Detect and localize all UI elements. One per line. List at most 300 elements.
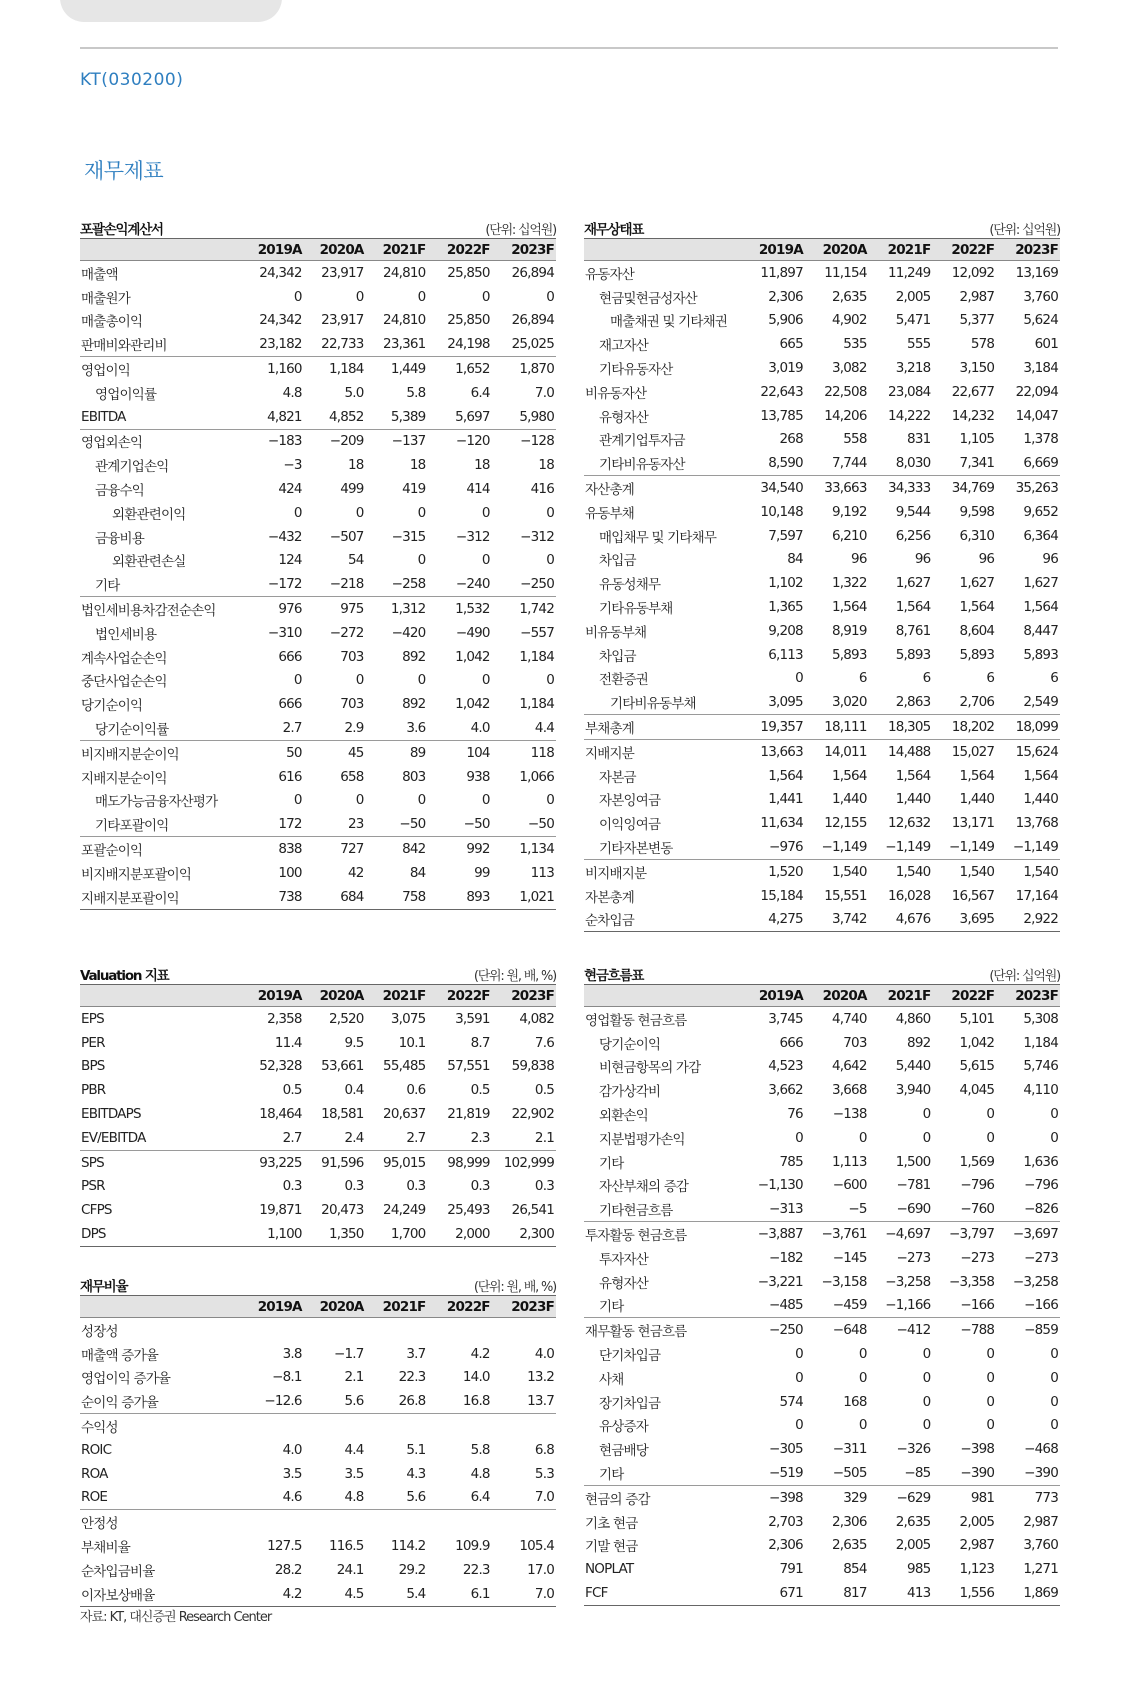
row-label: 기타유동부채 [599, 601, 673, 618]
value-cell: −1,149 [821, 839, 867, 856]
value-cell: −138 [832, 1106, 867, 1123]
value-cell: −166 [1024, 1297, 1058, 1314]
row-label: 비지배지분순이익 [80, 740, 242, 764]
value-cell: 5,624 [1023, 312, 1058, 329]
value-cell: 5,893 [1023, 646, 1058, 663]
row-label: 기타 [599, 1155, 624, 1172]
value-cell: 0 [858, 1346, 867, 1363]
value-cell: 3,760 [1023, 1537, 1058, 1554]
row-label: 계속사업순손익 [81, 650, 167, 667]
value-cell: −3 [283, 457, 302, 474]
value-cell: −3,797 [932, 1222, 996, 1246]
value-cell: −250 [741, 1318, 805, 1342]
value-cell: 5,746 [1023, 1058, 1058, 1075]
value-cell: 6,364 [1023, 527, 1058, 544]
value-cell: 3.7 [406, 1345, 426, 1362]
value-cell: 33,663 [805, 476, 869, 500]
value-cell: 3.8 [282, 1345, 302, 1362]
row-label: 영업이익 증가율 [81, 1371, 171, 1388]
row-label: 매출액 증가율 [81, 1347, 158, 1364]
value-cell: 1,449 [366, 357, 428, 381]
value-cell: 42 [348, 864, 364, 881]
value-cell: 52,328 [259, 1058, 302, 1075]
value-cell: 1,441 [768, 791, 803, 808]
value-cell: 6,210 [831, 527, 867, 544]
value-cell: 1,564 [959, 599, 995, 616]
value-cell: 5.6 [406, 1489, 426, 1506]
value-cell: 18 [348, 457, 364, 474]
year-header: 2019A [741, 985, 805, 1007]
row-label: 자산총계 [584, 476, 741, 500]
value-cell: 9,544 [895, 503, 931, 520]
value-cell: −398 [960, 1441, 995, 1458]
value-cell: 0 [481, 504, 490, 521]
row-label: 사채 [599, 1371, 624, 1388]
value-cell: −310 [267, 624, 302, 641]
row-label: 이익잉여금 [599, 817, 661, 834]
value-cell: 684 [304, 885, 366, 909]
value-cell: 11,634 [760, 815, 803, 832]
row-label: 영업외손익 [80, 429, 242, 453]
value-cell [304, 1414, 366, 1438]
value-cell: 22,733 [321, 336, 364, 353]
row-label: 지배지분순이익 [81, 770, 167, 787]
value-cell: 26,541 [511, 1202, 554, 1219]
value-cell: 13,169 [1015, 264, 1058, 281]
value-cell: −3,158 [821, 1273, 867, 1290]
value-cell: 15,027 [932, 739, 996, 763]
value-cell: −85 [904, 1465, 931, 1482]
year-header: 2021F [366, 1296, 428, 1318]
table-row [80, 405, 556, 429]
value-cell [304, 1318, 366, 1342]
value-cell: −1,130 [757, 1177, 803, 1194]
value-cell: 727 [304, 837, 366, 861]
value-cell: −50 [399, 816, 426, 833]
value-cell: 2,635 [895, 1513, 931, 1530]
value-cell: 0 [417, 672, 426, 689]
value-cell: 4,676 [869, 908, 933, 932]
value-cell: 985 [907, 1561, 931, 1578]
table-row [584, 788, 1060, 812]
value-cell: 2,635 [831, 1537, 867, 1554]
row-label: 비지배지분 [584, 859, 741, 883]
valuation-panel [80, 962, 556, 1247]
value-cell: 2,005 [895, 1537, 931, 1554]
value-cell: 6.4 [470, 1489, 490, 1506]
value-cell: 1,042 [959, 1034, 995, 1051]
value-cell: 13.7 [527, 1393, 554, 1410]
value-cell: 938 [466, 768, 490, 785]
year-header: 2019A [741, 239, 805, 261]
table-row [80, 861, 556, 885]
value-cell: 892 [402, 696, 426, 713]
value-cell: 4,860 [895, 1010, 931, 1027]
value-cell: 738 [242, 885, 304, 909]
value-cell: 0 [546, 672, 554, 689]
top-tab-decoration [60, 0, 282, 22]
table-row [584, 356, 1060, 380]
table-row [80, 1558, 556, 1582]
value-cell: 14,222 [887, 407, 931, 424]
value-cell: −273 [896, 1249, 931, 1266]
value-cell: 14,047 [1015, 407, 1058, 424]
value-cell: 574 [779, 1393, 803, 1410]
value-cell: 1,564 [1023, 767, 1058, 784]
table-row [584, 1534, 1060, 1558]
value-cell: 0.4 [344, 1082, 364, 1099]
value-cell: −859 [996, 1318, 1060, 1342]
table-row [584, 404, 1060, 428]
row-label: 외환손익 [599, 1108, 648, 1125]
value-cell: 5.6 [344, 1393, 364, 1410]
value-cell: 18,464 [259, 1106, 302, 1123]
value-cell: 3,218 [895, 360, 931, 377]
value-cell: 3,150 [959, 360, 995, 377]
value-cell: 5,893 [959, 646, 995, 663]
value-cell: 0 [858, 1369, 867, 1386]
value-cell: 658 [340, 768, 364, 785]
row-label: 기타 [599, 1467, 624, 1484]
table-row [584, 309, 1060, 333]
value-cell: 99 [474, 864, 490, 881]
value-cell: 2,306 [831, 1513, 867, 1530]
value-cell: 2,703 [768, 1513, 803, 1530]
row-label: 자본금 [599, 769, 636, 786]
balance-sheet-title: 재무상태표 [584, 222, 644, 238]
table-row [80, 885, 556, 909]
value-cell: 24,249 [383, 1202, 426, 1219]
value-cell: 817 [805, 1581, 869, 1605]
value-cell [366, 1510, 428, 1534]
value-cell: 4,821 [267, 408, 302, 425]
value-cell: 3,662 [768, 1082, 803, 1099]
row-label: 감가상각비 [599, 1084, 661, 1101]
value-cell: 6.1 [427, 1582, 491, 1606]
row-label: PBR [81, 1082, 106, 1099]
value-cell: 1,271 [1023, 1561, 1058, 1578]
value-cell: 57,551 [447, 1058, 490, 1075]
value-cell: 2.4 [344, 1129, 364, 1146]
value-cell: 1,378 [1023, 431, 1058, 448]
value-cell: −432 [267, 528, 302, 545]
value-cell: 14,232 [951, 407, 995, 424]
value-cell: 2,987 [959, 1537, 995, 1554]
value-cell: 0.3 [406, 1178, 426, 1195]
value-cell: 842 [366, 837, 428, 861]
value-cell: 419 [402, 481, 426, 498]
table-row [80, 1438, 556, 1462]
value-cell: 1,564 [895, 767, 931, 784]
table-row [80, 669, 556, 693]
value-cell: −50 [463, 816, 490, 833]
value-cell: 981 [932, 1485, 996, 1509]
value-cell: 0 [1050, 1393, 1058, 1410]
value-cell: 413 [869, 1581, 933, 1605]
value-cell: 499 [340, 481, 364, 498]
value-cell: 5,893 [831, 646, 867, 663]
row-label: 관계기업투자금 [599, 433, 685, 450]
value-cell: 1,564 [1023, 599, 1058, 616]
table-row [80, 525, 556, 549]
value-cell: 19,871 [259, 1202, 302, 1219]
value-cell: −796 [960, 1177, 995, 1194]
value-cell: 1,066 [519, 768, 554, 785]
value-cell: 0 [795, 1346, 803, 1363]
table-row [584, 1414, 1060, 1438]
value-cell: 13,768 [1015, 815, 1058, 832]
value-cell [366, 1318, 428, 1342]
row-label: 유형자산 [599, 409, 648, 426]
valuation-unit: (단위: 원, 배, %) [473, 969, 556, 984]
row-label: 매출액 [81, 266, 118, 283]
value-cell: 671 [741, 1581, 805, 1605]
table-row [80, 692, 556, 716]
value-cell: 24,198 [447, 336, 490, 353]
value-cell: 2.1 [534, 1129, 554, 1146]
value-cell: 4,523 [768, 1058, 803, 1075]
row-label: 기타현금흐름 [599, 1203, 673, 1220]
header-label-cell [80, 1296, 242, 1318]
cash-flow-title: 현금흐름표 [584, 968, 644, 984]
year-header: 2023F [492, 239, 556, 261]
table-row [584, 524, 1060, 548]
value-cell: 7.6 [534, 1034, 554, 1051]
row-label: 중단사업순손익 [81, 674, 167, 691]
row-label: EPS [81, 1010, 104, 1027]
value-cell: 0.6 [406, 1082, 426, 1099]
value-cell: 2,306 [768, 288, 803, 305]
value-cell: 15,184 [760, 887, 803, 904]
value-cell: 5.0 [344, 384, 364, 401]
value-cell: 25,493 [447, 1202, 490, 1219]
value-cell: −182 [768, 1249, 803, 1266]
row-label: 기타유동자산 [599, 362, 673, 379]
value-cell: 1,627 [959, 575, 995, 592]
value-cell: 0 [417, 288, 426, 305]
value-cell: −166 [960, 1297, 995, 1314]
value-cell: 114.2 [390, 1538, 426, 1555]
value-cell: −128 [492, 429, 556, 453]
table-row [80, 357, 556, 381]
row-label: 자본잉여금 [599, 793, 661, 810]
value-cell: 893 [427, 885, 491, 909]
value-cell: 1,312 [366, 597, 428, 621]
value-cell: 6,669 [1023, 455, 1058, 472]
table-row [80, 285, 556, 309]
table-row [584, 1078, 1060, 1102]
table-row [80, 549, 556, 573]
value-cell: 3,019 [768, 360, 803, 377]
value-cell: 4.8 [282, 384, 302, 401]
table-row [80, 1342, 556, 1366]
row-label: 당기순이익률 [95, 722, 169, 739]
value-cell: −490 [455, 624, 490, 641]
table-row [80, 1078, 556, 1102]
year-header: 2022F [932, 985, 996, 1007]
value-cell: 1,540 [869, 859, 933, 883]
value-cell: 0 [481, 672, 490, 689]
value-cell: −390 [960, 1465, 995, 1482]
row-label: 유동성채무 [599, 577, 661, 594]
value-cell: 5.3 [534, 1465, 554, 1482]
value-cell: 0 [1050, 1346, 1058, 1363]
value-cell: 838 [242, 837, 304, 861]
value-cell: 5,697 [455, 408, 490, 425]
table-row [80, 621, 556, 645]
value-cell [242, 1414, 304, 1438]
value-cell: 8,447 [1023, 622, 1058, 639]
value-cell: 578 [970, 336, 995, 353]
value-cell: 14,488 [869, 739, 933, 763]
value-cell: −485 [768, 1297, 803, 1314]
value-cell: 1,184 [304, 357, 366, 381]
value-cell: 7,341 [959, 455, 995, 472]
value-cell: −145 [832, 1249, 867, 1266]
value-cell: 3,082 [831, 360, 867, 377]
value-cell: 8,590 [768, 455, 803, 472]
row-label: 순차입금비율 [81, 1563, 155, 1580]
table-row [584, 884, 1060, 908]
value-cell: 1,021 [492, 885, 556, 909]
table-row [584, 1557, 1060, 1581]
value-cell: 4.2 [242, 1582, 304, 1606]
value-cell: 268 [779, 431, 803, 448]
header-label-cell [80, 239, 242, 261]
table-row [584, 1270, 1060, 1294]
value-cell: 1,105 [959, 431, 995, 448]
value-cell: −5 [848, 1201, 867, 1218]
value-cell: 55,485 [383, 1058, 426, 1075]
value-cell: 424 [278, 481, 302, 498]
value-cell: 54 [348, 552, 364, 569]
value-cell: 9,652 [1023, 503, 1058, 520]
value-cell: 535 [843, 336, 867, 353]
income-statement-panel [80, 216, 556, 910]
value-cell: 0 [355, 504, 364, 521]
table-row [584, 1246, 1060, 1270]
table-row [80, 597, 556, 621]
value-cell: 4,082 [519, 1010, 554, 1027]
table-row [584, 1342, 1060, 1366]
value-cell: −1,149 [949, 839, 995, 856]
value-cell: −3,221 [757, 1273, 803, 1290]
row-label: 당기순이익 [81, 698, 143, 715]
value-cell: 21,819 [447, 1106, 490, 1123]
value-cell: 616 [278, 768, 302, 785]
value-cell: 1,350 [304, 1222, 366, 1246]
value-cell: 2,000 [427, 1222, 491, 1246]
row-label: 기타비유동자산 [599, 457, 685, 474]
value-cell: 4.3 [406, 1465, 426, 1482]
value-cell: 0 [795, 670, 803, 687]
row-label: SPS [80, 1150, 242, 1174]
value-cell [242, 1318, 304, 1342]
value-cell: 0 [922, 1346, 931, 1363]
row-label: 영업이익률 [95, 386, 157, 403]
value-cell: 3.5 [344, 1465, 364, 1482]
value-cell: 2,987 [1023, 1513, 1058, 1530]
table-row [80, 1198, 556, 1222]
company-label: KT(030200) [80, 70, 184, 90]
table-row [80, 1318, 556, 1342]
value-cell: 9.5 [344, 1034, 364, 1051]
value-cell: 1,870 [492, 357, 556, 381]
value-cell: 4.8 [470, 1465, 490, 1482]
table-row [584, 1485, 1060, 1509]
table-row [80, 812, 556, 836]
value-cell: 104 [427, 740, 491, 764]
value-cell: 25,025 [511, 336, 554, 353]
year-header: 2023F [492, 985, 556, 1007]
top-divider [80, 47, 1058, 49]
value-cell: 5,440 [895, 1058, 931, 1075]
value-cell: 96 [978, 551, 995, 568]
value-cell: 4,902 [831, 312, 867, 329]
table-row [584, 667, 1060, 691]
value-cell: 1,440 [1023, 791, 1058, 808]
value-cell: −3,258 [1012, 1273, 1058, 1290]
value-cell: 0 [795, 1417, 803, 1434]
value-cell: 3,742 [805, 908, 869, 932]
value-cell: 4,110 [1023, 1082, 1058, 1099]
row-label: 외환관련이익 [112, 506, 186, 523]
row-label: 현금배당 [599, 1443, 648, 1460]
value-cell: 4,642 [831, 1058, 867, 1075]
header-label-cell [584, 985, 741, 1007]
value-cell: −420 [391, 624, 426, 641]
year-header: 2020A [304, 985, 366, 1007]
value-cell: 0 [481, 288, 490, 305]
row-label: 매출원가 [81, 290, 130, 307]
row-label: PSR [81, 1178, 105, 1195]
table-row [80, 1389, 556, 1413]
value-cell: 0 [355, 288, 364, 305]
value-cell: 124 [278, 552, 302, 569]
table-row [584, 451, 1060, 475]
value-cell: 785 [779, 1153, 803, 1170]
value-cell: 558 [843, 431, 867, 448]
value-cell: 1,564 [831, 599, 867, 616]
year-header: 2021F [869, 985, 933, 1007]
row-label: FCF [584, 1581, 741, 1605]
row-label: 비지배지분포괄이익 [81, 866, 192, 883]
row-label: 전환증권 [599, 672, 648, 689]
value-cell: 3.6 [406, 720, 426, 737]
balance-sheet-unit: (단위: 십억원) [989, 223, 1060, 238]
table-row [584, 690, 1060, 714]
value-cell: 666 [779, 1034, 803, 1051]
value-cell: −3,258 [885, 1273, 931, 1290]
value-cell: 3.5 [282, 1465, 302, 1482]
income-statement-title: 포괄손익계산서 [80, 222, 163, 238]
value-cell: 0 [922, 1417, 931, 1434]
value-cell: 6,310 [959, 527, 995, 544]
value-cell: 6,113 [768, 646, 803, 663]
value-cell: 892 [907, 1034, 931, 1051]
value-cell: 3,668 [831, 1082, 867, 1099]
value-cell: 3,095 [768, 694, 803, 711]
table-row [80, 477, 556, 501]
value-cell: 18 [409, 457, 426, 474]
value-cell: 14,206 [824, 407, 867, 424]
table-row [584, 261, 1060, 285]
value-cell: 22.3 [462, 1561, 490, 1578]
value-cell: 0 [986, 1129, 995, 1146]
table-row [584, 1437, 1060, 1461]
year-header: 2022F [932, 239, 996, 261]
row-label: 차입금 [599, 553, 636, 570]
